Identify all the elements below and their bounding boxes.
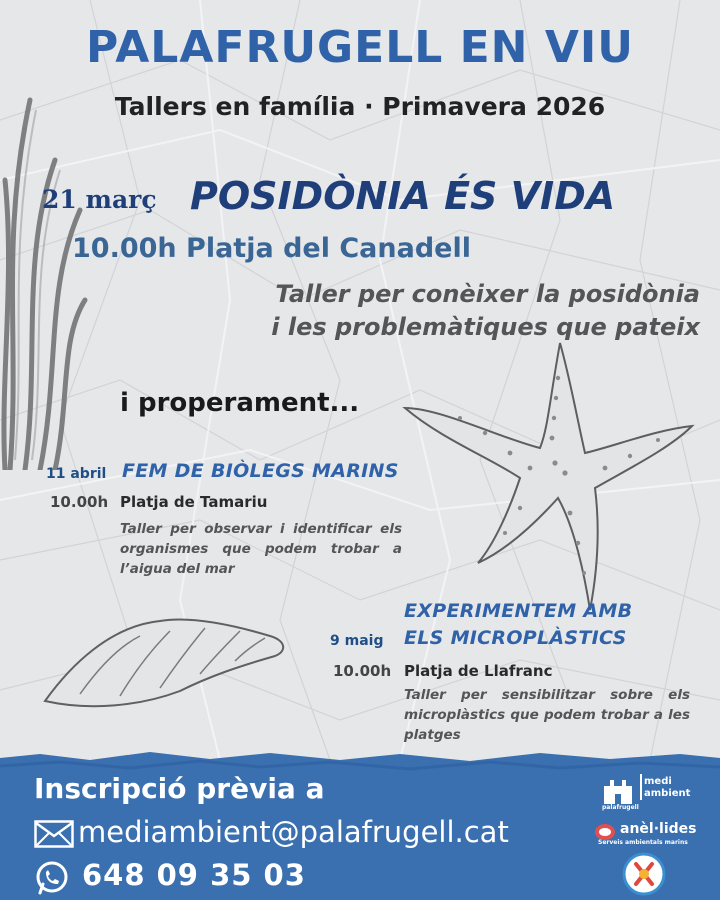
- mail-icon: [34, 820, 74, 848]
- ajuntament-line2: ambient: [644, 788, 691, 799]
- logo-divider: [640, 774, 642, 800]
- poster-title: PALAFRUGELL EN VIU: [86, 22, 634, 73]
- main-event-time-place: 10.00h Platja del Canadell: [72, 233, 471, 264]
- event-2-place: Platja de Llafranc: [404, 662, 553, 680]
- event-2-time: 10.00h: [333, 662, 392, 680]
- main-event-description: [190, 278, 700, 344]
- main-event-description-line: Taller per conèixer la posidònia: [275, 280, 700, 308]
- event-2-description: Taller per sensibilitzar sobre els microplàstics que podem trobar a les platges: [404, 687, 690, 743]
- main-event-date: 21 març: [42, 185, 157, 214]
- contact-phone[interactable]: 648 09 35 03: [82, 858, 306, 892]
- event-2-date: 9 maig: [330, 633, 384, 649]
- event-1-time: 10.00h: [50, 493, 109, 511]
- ajuntament-logo: [600, 772, 690, 814]
- event-1-title: FEM DE BIÒLEGS MARINS: [122, 460, 399, 482]
- main-event-title: POSIDÒNIA ÉS VIDA: [190, 174, 616, 218]
- event-2-title-line: EXPERIMENTEM AMB: [404, 600, 633, 622]
- town-hall-icon: [600, 772, 636, 806]
- contact-email[interactable]: mediambient@palafrugell.cat: [78, 815, 509, 849]
- seashell-illustration: [40, 606, 290, 716]
- event-2-title-line: ELS MICROPLÀSTICS: [404, 627, 627, 649]
- ajuntament-small: palafrugell: [602, 804, 639, 811]
- anellides-logo: [594, 820, 697, 848]
- ajuntament-line1: medi: [644, 776, 672, 787]
- anellides-name: anèl·lides: [620, 821, 697, 837]
- event-1-description: Taller per observar i identificar els organismes que podem trobar a l’aigua del mar: [120, 521, 402, 577]
- starfish-illustration: [400, 338, 700, 618]
- poster-subtitle: Tallers en família · Primavera 2026: [114, 92, 606, 121]
- event-1-place: Platja de Tamariu: [120, 493, 268, 511]
- whatsapp-icon: [34, 860, 70, 896]
- event-1-date: 11 abril: [46, 466, 107, 482]
- main-event-description-line: i les problemàtiques que pateix: [271, 313, 700, 341]
- partner-badge-icon: [622, 852, 666, 896]
- anellides-subtitle: Serveis ambientals marins: [598, 839, 688, 846]
- upcoming-label: i properament...: [120, 388, 360, 418]
- registration-label: Inscripció prèvia a: [34, 772, 325, 805]
